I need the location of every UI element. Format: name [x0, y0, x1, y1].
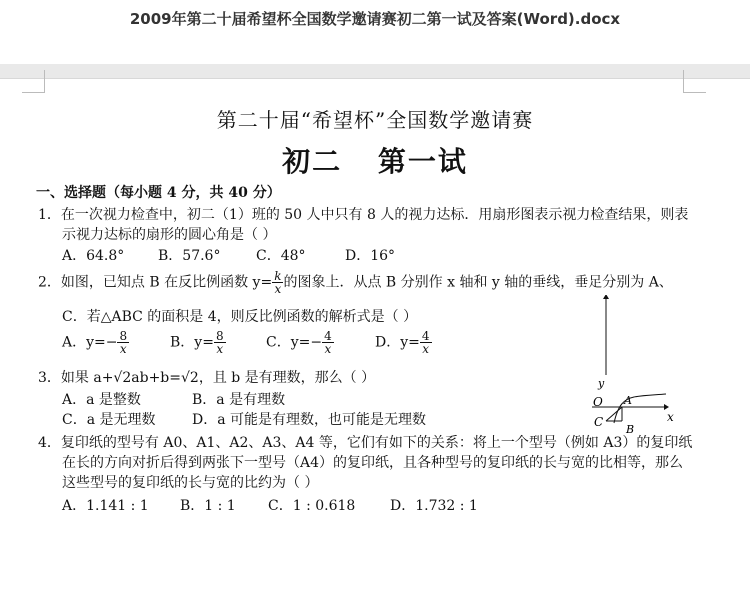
q2-option-d	[375, 330, 432, 355]
q2-option-a	[62, 330, 129, 355]
q3-option-d: D．a 可能是有理数，也可能是无理数	[192, 412, 427, 428]
document-subtitle: 初二 第一试	[282, 145, 468, 178]
q2-option-b-den: x	[216, 342, 224, 356]
q2-option-d-prefix: D．y=	[375, 334, 420, 351]
q1-option-a: A．64.8°	[62, 248, 125, 264]
segment-ac	[606, 407, 622, 421]
q2-option-c-prefix: C．y=−	[266, 334, 323, 351]
title-bar	[0, 0, 750, 64]
q3-option-c: C．a 是无理数	[62, 412, 156, 428]
q2-option-c-num: 4	[324, 329, 332, 343]
q4-option-d: D．1.732 : 1	[390, 498, 478, 514]
q2-option-b-prefix: B．y=	[170, 334, 214, 351]
q2-frac-den: x	[274, 282, 282, 296]
q2-option-b	[170, 330, 226, 355]
label-o: O	[593, 395, 603, 409]
q1-option-b: B．57.6°	[158, 248, 221, 264]
q1-option-d: D．16°	[345, 248, 396, 264]
q2-fraction-k-over-x	[272, 270, 283, 295]
q4-option-a: A．1.141 : 1	[62, 498, 149, 514]
y-axis-arrow	[603, 295, 609, 299]
q2-option-a-num: 8	[119, 329, 128, 343]
page-corner-mark-left	[22, 70, 45, 93]
page-corner-mark-right	[683, 70, 706, 93]
q2-frac-num: k	[274, 269, 282, 283]
document-title: 第二十届“希望杯”全国数学邀请赛	[216, 108, 534, 132]
q3-option-b: B．a 是有理数	[192, 392, 286, 408]
page-gutter	[0, 64, 750, 79]
q2-option-c-fraction	[322, 330, 334, 355]
q2-figure-graph	[588, 295, 678, 441]
q2-option-b-fraction	[214, 330, 226, 355]
q2-option-d-num: 4	[421, 329, 430, 343]
q2-option-a-prefix: A．y=−	[62, 334, 118, 351]
q2-text-line1	[38, 270, 673, 295]
q4-option-c: C．1 : 0.618	[268, 498, 356, 514]
q2-option-d-fraction	[420, 330, 432, 355]
label-a: A	[624, 394, 632, 407]
q2-option-a-fraction	[117, 330, 129, 355]
q2-option-a-den: x	[119, 342, 127, 356]
q4-option-b: B．1 : 1	[180, 498, 236, 514]
q4-text-line1: 4．复印纸的型号有 A0、A1、A2、A3、A4 等，它们有如下的关系：将上一个型号（例如 A3）的复印纸	[38, 435, 693, 451]
q4-text-line3: 这些型号的复印纸的长与宽的比约为（ ）	[62, 475, 319, 491]
q2-text-part2: 的图象上．从点 B 分别作 x 轴和 y 轴的垂线，垂足分别为 A、	[283, 274, 673, 291]
q3-option-a: A．a 是整数	[62, 392, 141, 408]
q1-text-line2: 示视力达标的扇形的圆心角是（ ）	[62, 227, 277, 243]
q2-option-d-den: x	[422, 342, 430, 356]
q4-text-line2: 在长的方向对折后得到两张下一型号（A4）的复印纸，且各种型号的复印纸的长与宽的比相等，那么	[62, 455, 684, 471]
q1-text-line1: 1．在一次视力检查中，初二（1）班的 50 人中只有 8 人的视力达标．用扇形图表示视力检查结果，则表	[38, 207, 689, 223]
q2-text-line2: C．若△ABC 的面积是 4，则反比例函数的解析式是（ ）	[62, 309, 418, 325]
label-y: y	[598, 377, 605, 390]
label-b: B	[626, 423, 635, 436]
q1-option-c: C．48°	[256, 248, 306, 264]
label-c: C	[594, 415, 604, 429]
q3-text-line1: 3．如果 a+√2ab+b=√2，且 b 是有理数，那么（ ）	[38, 370, 376, 386]
q2-text-part1: 2．如图，已知点 B 在反比例函数 y=	[38, 274, 273, 291]
q2-option-c	[266, 330, 334, 355]
q2-option-b-num: 8	[215, 329, 224, 343]
document-file-title: 2009年第二十届希望杯全国数学邀请赛初二第一试及答案(Word).docx	[129, 10, 621, 28]
section-heading: 一、选择题（每小题 4 分，共 40 分）	[36, 185, 281, 201]
q2-option-c-den: x	[324, 342, 332, 356]
label-x: x	[667, 410, 674, 424]
